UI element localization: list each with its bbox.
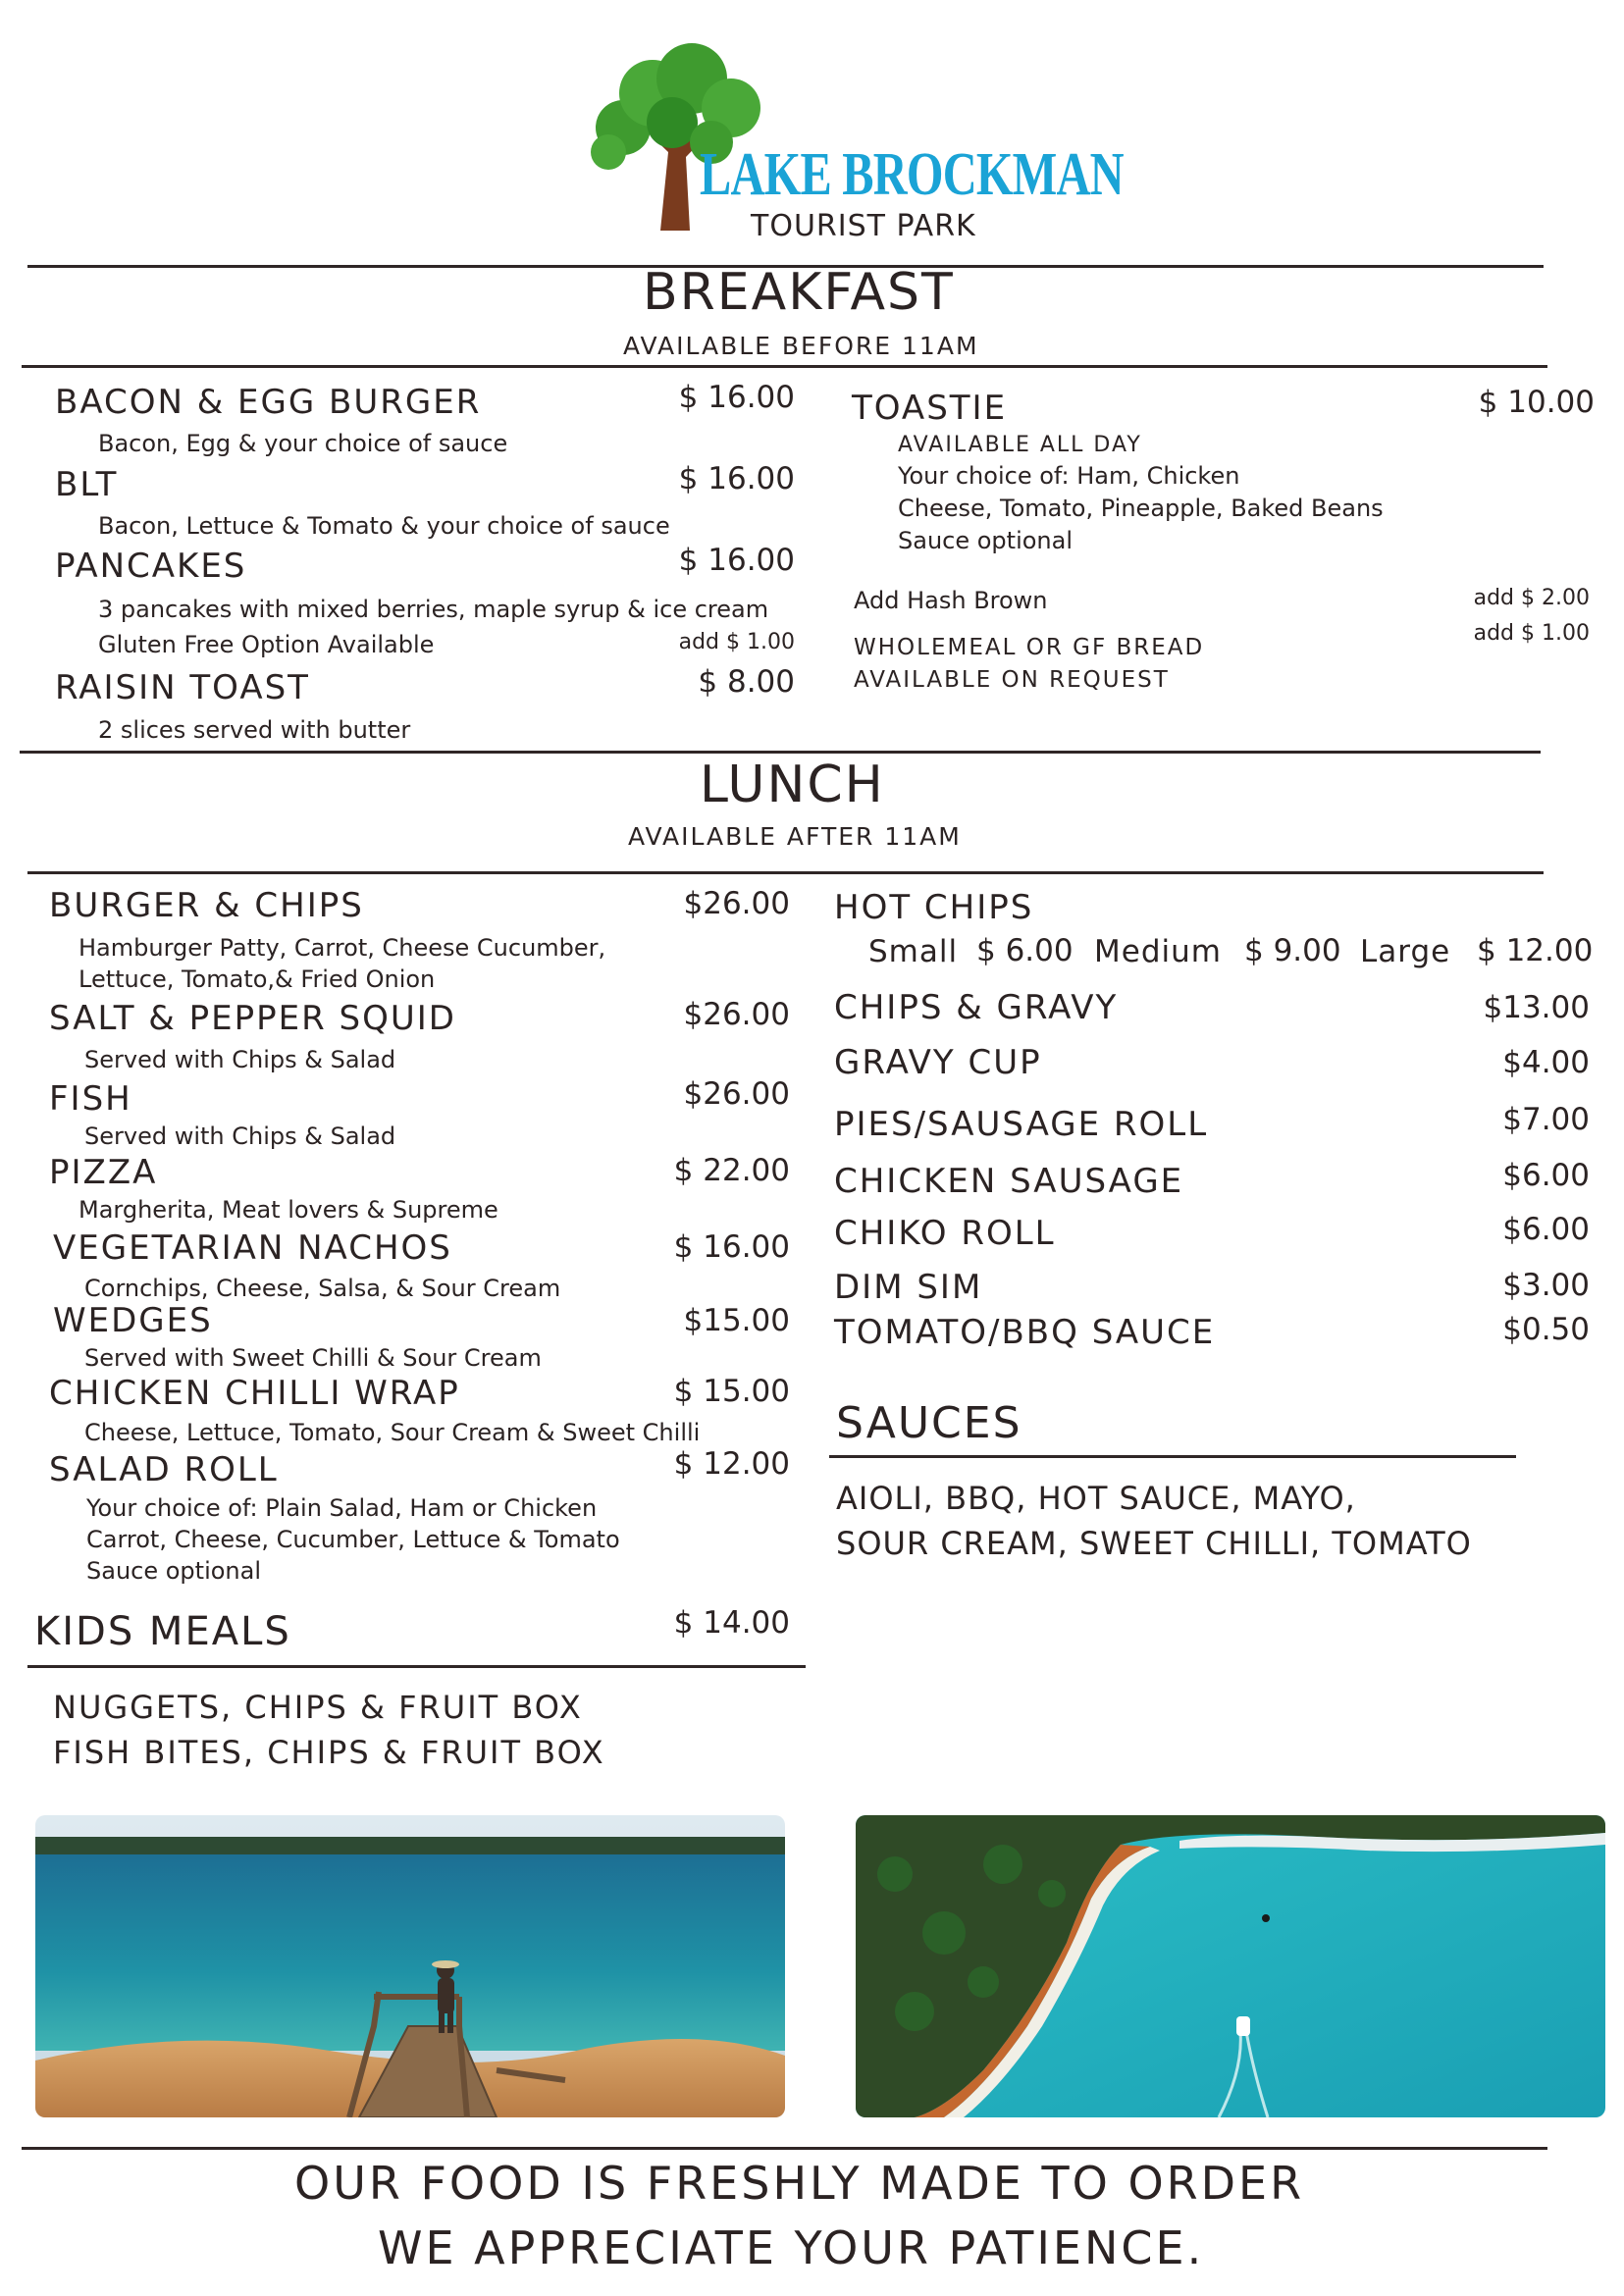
divider	[22, 2147, 1547, 2150]
breakfast-subtitle: AVAILABLE BEFORE 11AM	[623, 332, 979, 360]
menu-item-price: $ 16.00	[678, 461, 795, 496]
hot-chips-size: Medium	[1094, 934, 1222, 969]
menu-item-price: $ 22.00	[673, 1153, 790, 1188]
menu-item-name: FISH	[49, 1079, 132, 1119]
breakfast-title: BREAKFAST	[643, 263, 955, 322]
menu-item-price: $13.00	[1483, 990, 1590, 1025]
menu-item-price: $26.00	[683, 1076, 790, 1112]
menu-item-price: $ 16.00	[678, 543, 795, 578]
toastie-desc: Cheese, Tomato, Pineapple, Baked Beans	[898, 495, 1384, 522]
menu-item-desc: Bacon, Lettuce & Tomato & your choice of sauce	[98, 512, 670, 540]
bread-note: AVAILABLE ON REQUEST	[854, 667, 1170, 693]
menu-item-extra-price: add $ 1.00	[678, 630, 795, 654]
menu-item-price: $ 16.00	[673, 1229, 790, 1265]
menu-item-name: CHIPS & GRAVY	[834, 988, 1119, 1027]
lake-jetty-photo	[35, 1815, 785, 2117]
kids-item: NUGGETS, CHIPS & FRUIT BOX	[53, 1689, 583, 1726]
menu-item-name: PANCAKES	[55, 547, 247, 586]
hash-brown-label: Add Hash Brown	[854, 587, 1048, 614]
menu-item-name: CHIKO ROLL	[834, 1214, 1056, 1253]
footer-line: OUR FOOD IS FRESHLY MADE TO ORDER	[294, 2157, 1305, 2210]
menu-item-desc: Sauce optional	[86, 1557, 262, 1585]
menu-item-name: BLT	[55, 465, 119, 504]
menu-item-desc: Cheese, Lettuce, Tomato, Sour Cream & Sweet Chilli	[84, 1419, 701, 1446]
menu-item-name: SALT & PEPPER SQUID	[49, 999, 456, 1038]
menu-item-name: RAISIN TOAST	[55, 668, 310, 707]
menu-item-desc: Served with Chips & Salad	[84, 1122, 396, 1150]
menu-item-desc: Margherita, Meat lovers & Supreme	[79, 1196, 498, 1224]
menu-item-desc: Bacon, Egg & your choice of sauce	[98, 430, 508, 457]
toastie-name: TOASTIE	[852, 389, 1008, 428]
divider	[27, 871, 1544, 874]
menu-item-price: $4.00	[1502, 1045, 1590, 1080]
menu-item-desc: Served with Sweet Chilli & Sour Cream	[84, 1344, 542, 1372]
sauces-line: SOUR CREAM, SWEET CHILLI, TOMATO	[836, 1525, 1472, 1562]
menu-item-price: $26.00	[683, 997, 790, 1032]
menu-item-name: PIZZA	[49, 1153, 158, 1192]
bread-price: add $ 1.00	[1473, 621, 1590, 646]
menu-item-name: CHICKEN CHILLI WRAP	[49, 1374, 460, 1413]
hot-chips-price: $ 12.00	[1477, 933, 1594, 968]
menu-item-desc: Carrot, Cheese, Cucumber, Lettuce & Tomato	[86, 1526, 620, 1553]
toastie-note: AVAILABLE ALL DAY	[898, 433, 1142, 457]
kids-price: $ 14.00	[673, 1605, 790, 1641]
menu-item-desc: Served with Chips & Salad	[84, 1046, 396, 1073]
menu-item-desc: Gluten Free Option Available	[98, 631, 435, 658]
toastie-desc: Sauce optional	[898, 527, 1074, 554]
menu-item-desc: Lettuce, Tomato,& Fried Onion	[79, 965, 436, 993]
hash-brown-price: add $ 2.00	[1473, 586, 1590, 610]
menu-item-price: $7.00	[1502, 1102, 1590, 1137]
logo	[574, 34, 1124, 250]
menu-item-price: $6.00	[1502, 1212, 1590, 1247]
menu-item-name: PIES/SAUSAGE ROLL	[834, 1105, 1209, 1144]
menu-item-price: $ 12.00	[673, 1446, 790, 1482]
hot-chips-price: $ 6.00	[976, 933, 1074, 968]
lunch-subtitle: AVAILABLE AFTER 11AM	[628, 822, 962, 851]
bread-note: WHOLEMEAL OR GF BREAD	[854, 635, 1205, 660]
toastie-desc: Your choice of: Ham, Chicken	[898, 462, 1240, 490]
kids-item: FISH BITES, CHIPS & FRUIT BOX	[53, 1734, 605, 1771]
menu-item-name: VEGETARIAN NACHOS	[53, 1228, 452, 1268]
menu-item-name: BURGER & CHIPS	[49, 886, 364, 925]
menu-item-desc: Cornchips, Cheese, Salsa, & Sour Cream	[84, 1275, 561, 1302]
sauces-title: SAUCES	[836, 1398, 1022, 1448]
lunch-title: LUNCH	[700, 756, 885, 814]
sauces-line: AIOLI, BBQ, HOT SAUCE, MAYO,	[836, 1480, 1356, 1517]
menu-item-price: $0.50	[1502, 1312, 1590, 1347]
divider	[22, 365, 1547, 368]
brand-tagline: TOURIST PARK	[751, 209, 976, 243]
brand-name: LAKE BROCKMAN	[700, 141, 1124, 208]
menu-item-price: $26.00	[683, 886, 790, 921]
menu-item-name: TOMATO/BBQ SAUCE	[834, 1313, 1216, 1352]
footer-line: WE APPRECIATE YOUR PATIENCE.	[378, 2221, 1205, 2274]
kids-title: KIDS MEALS	[34, 1609, 291, 1654]
divider	[829, 1455, 1516, 1458]
menu-item-price: $6.00	[1502, 1158, 1590, 1193]
menu-item-name: DIM SIM	[834, 1268, 983, 1307]
hot-chips-price: $ 9.00	[1244, 933, 1341, 968]
menu-item-desc: 2 slices served with butter	[98, 716, 411, 744]
hot-chips-size: Large	[1360, 934, 1451, 969]
menu-item-price: $ 15.00	[673, 1374, 790, 1409]
hot-chips-name: HOT CHIPS	[834, 888, 1034, 927]
menu-item-name: WEDGES	[53, 1301, 213, 1340]
menu-item-price: $ 8.00	[698, 664, 795, 700]
menu-item-desc: Hamburger Patty, Carrot, Cheese Cucumber,	[79, 934, 606, 962]
menu-item-name: GRAVY CUP	[834, 1043, 1042, 1082]
menu-item-desc: Your choice of: Plain Salad, Ham or Chicken	[86, 1494, 598, 1522]
menu-item-name: CHICKEN SAUSAGE	[834, 1162, 1184, 1201]
hot-chips-size: Small	[868, 934, 959, 969]
menu-item-name: SALAD ROLL	[49, 1450, 279, 1489]
menu-item-price: $15.00	[683, 1303, 790, 1338]
menu-item-desc: 3 pancakes with mixed berries, maple syrup & ice cream	[98, 596, 769, 623]
lake-aerial-photo	[856, 1815, 1605, 2117]
menu-item-price: $3.00	[1502, 1268, 1590, 1303]
toastie-price: $ 10.00	[1478, 385, 1595, 420]
menu-item-name: BACON & EGG BURGER	[55, 383, 482, 422]
divider	[27, 1665, 806, 1668]
divider	[20, 751, 1541, 754]
menu-item-price: $ 16.00	[678, 380, 795, 415]
